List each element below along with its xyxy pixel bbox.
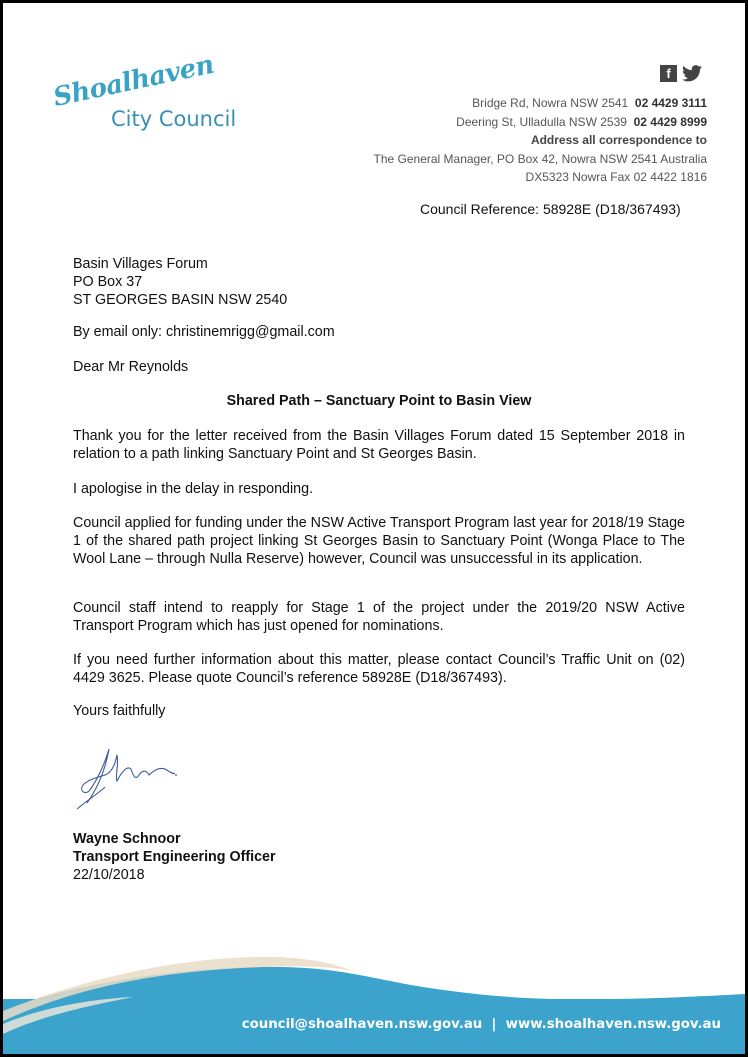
recipient-locality: ST GEORGES BASIN NSW 2540 xyxy=(73,292,288,308)
footer-contacts xyxy=(242,1017,721,1032)
logo-wordmark-city-council: City Council xyxy=(111,107,237,131)
phone-nowra: 02 4429 3111 xyxy=(634,96,707,110)
signatory-title: Transport Engineering Officer xyxy=(73,849,276,865)
correspondence-heading: Address all correspondence to xyxy=(530,133,707,147)
phone-ulladulla: 02 4429 8999 xyxy=(633,114,707,129)
email-line: By email only: christinemrigg@gmail.com xyxy=(73,324,335,340)
footer-email-link[interactable]: council@shoalhaven.nsw.gov.au xyxy=(241,1017,483,1032)
letter-subject: Shared Path – Sanctuary Point to Basin View xyxy=(226,393,532,409)
recipient-pobox: PO Box 37 xyxy=(73,274,143,290)
recipient-name: Basin Villages Forum xyxy=(73,256,208,272)
signature-date: 22/10/2018 xyxy=(73,867,145,883)
paragraph-3: Council applied for funding under the NSW Active Transport Program last year for 2018/19 Stage 1 of the shared path project linking St Georges Basin to Sanctuary Point (Wonga Place to The Wool Lane – through Nulla Reserve) however, Council was unsuccessful in its application. xyxy=(73,515,685,567)
address-line-nowra: Bridge Rd, Nowra NSW 2541 02 4429 3111 xyxy=(472,96,707,110)
council-reference: Council Reference: 58928E (D18/367493) xyxy=(420,201,681,217)
council-logo xyxy=(50,49,251,143)
footer-separator: | xyxy=(491,1017,497,1032)
paragraph-1: Thank you for the letter received from the Basin Villages Forum dated 15 September 2018 in relation to a path linking Sanctuary Point and St Georges Basin. xyxy=(73,428,685,462)
logo-wordmark-shoalhaven: Shoalhaven xyxy=(50,49,217,113)
paragraph-4: Council staff intend to reapply for Stage 1 of the project under the 2019/20 NSW Active Transport Program which has just opened for nominations. xyxy=(73,600,685,634)
salutation: Dear Mr Reynolds xyxy=(73,359,189,375)
closing: Yours faithfully xyxy=(73,703,166,719)
social-links xyxy=(660,65,702,82)
twitter-bird-icon xyxy=(682,65,702,82)
correspondence-line-2: DX5323 Nowra Fax 02 4422 1816 xyxy=(525,170,707,184)
footer-wave-graphic xyxy=(3,949,745,1054)
letter-page xyxy=(3,3,745,1054)
signatory-name: Wayne Schnoor xyxy=(73,831,181,847)
address-line-ulladulla: Deering St, Ulladulla NSW 2539 02 4429 8999 xyxy=(456,114,707,129)
signature-block xyxy=(73,830,685,884)
paragraph-5: If you need further information about this matter, please contact Council’s Traffic Unit on (02) 4429 3625. Please quote Council’s reference 58928E (D18/367493). xyxy=(73,652,685,686)
twitter-icon[interactable] xyxy=(682,65,702,82)
letter-footer xyxy=(3,999,745,1054)
footer-website-link[interactable]: www.shoalhaven.nsw.gov.au xyxy=(505,1017,721,1032)
recipient-address xyxy=(73,255,685,309)
council-address-block xyxy=(374,94,708,187)
correspondence-line-1: The General Manager, PO Box 42, Nowra NSW 2541 Australia xyxy=(373,151,707,166)
paragraph-2: I apologise in the delay in responding. xyxy=(73,481,314,497)
facebook-icon[interactable]: f xyxy=(660,65,677,82)
handwritten-signature xyxy=(75,741,185,811)
